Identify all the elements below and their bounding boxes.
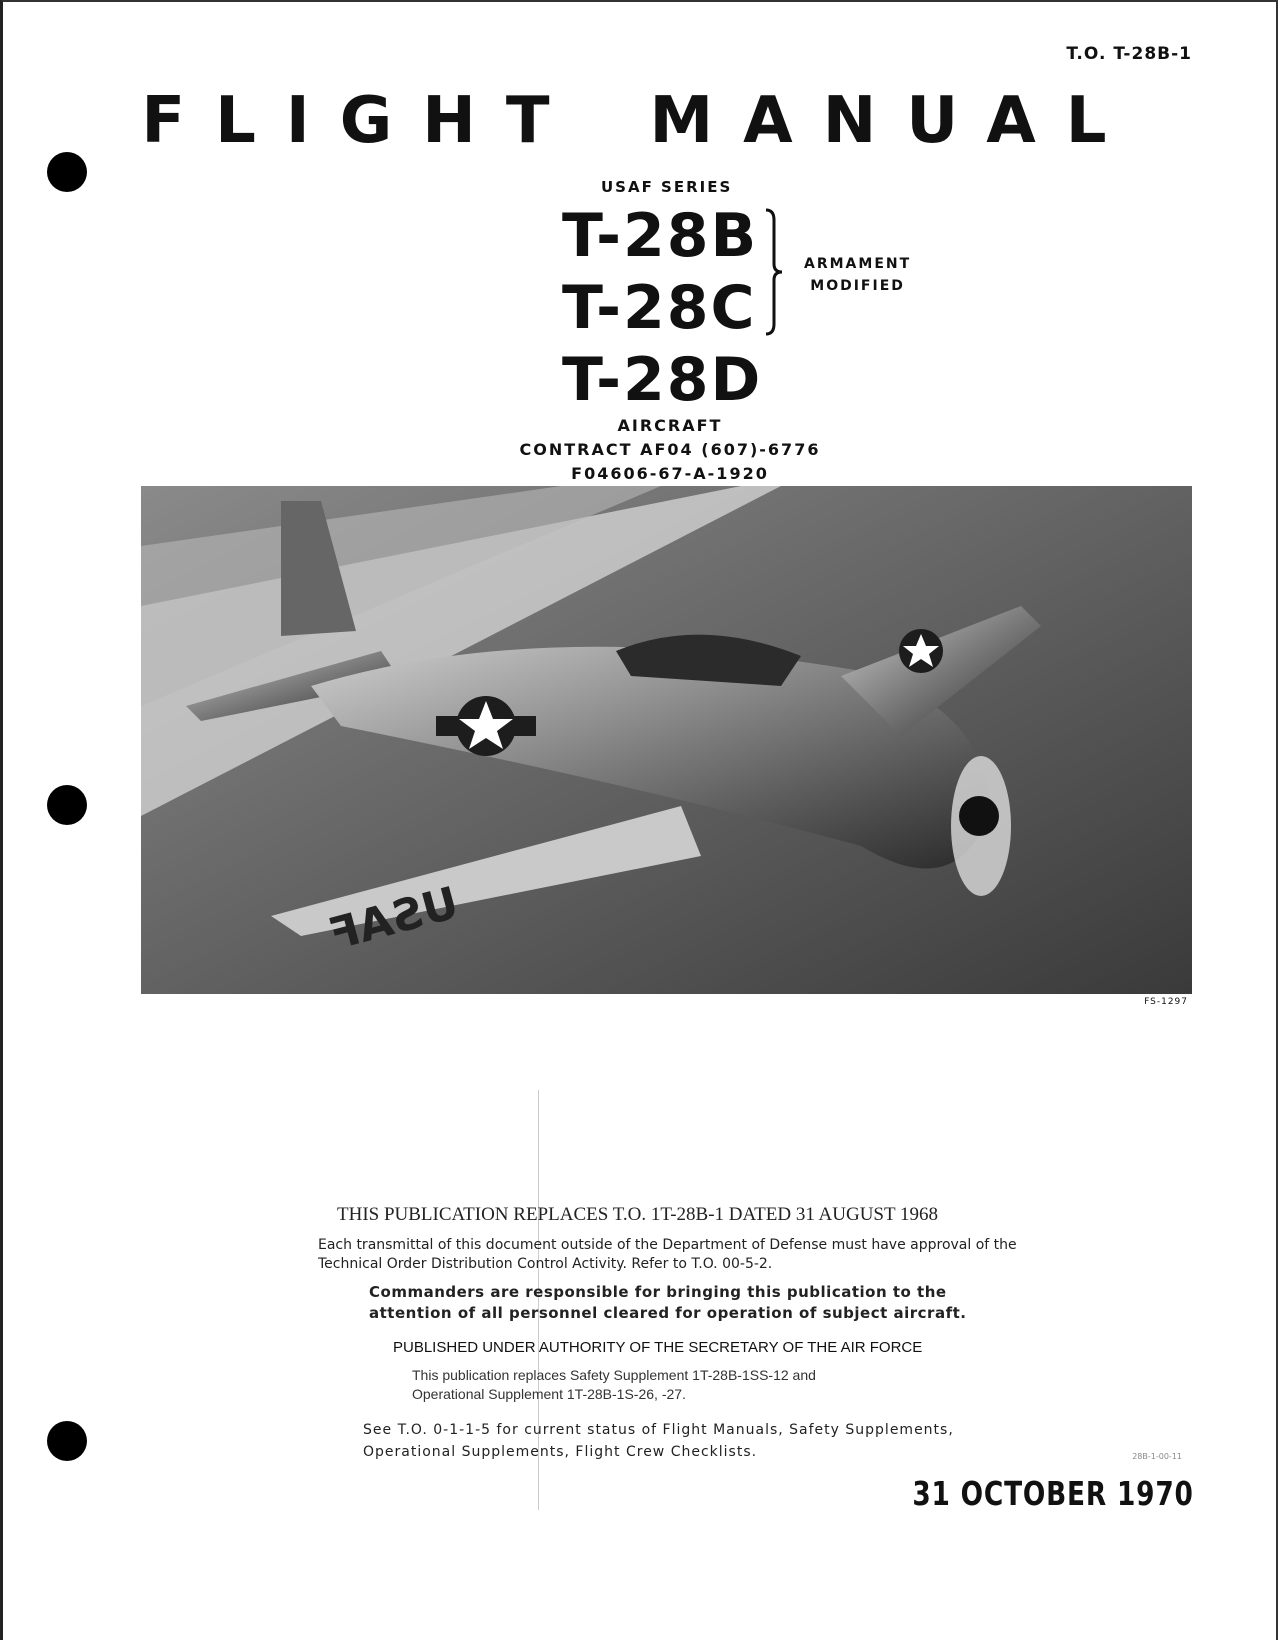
aircraft-label: AIRCRAFT xyxy=(617,416,723,435)
contract-number-2: F04606-67-A-1920 xyxy=(571,464,769,483)
publication-date: 31 OCTOBER 1970 xyxy=(912,1474,1194,1513)
armament-modified-note xyxy=(804,253,911,297)
note-line-2: MODIFIED xyxy=(810,278,905,294)
note-line-1: ARMAMENT xyxy=(804,256,912,272)
punch-hole-top xyxy=(47,152,87,192)
supplement-line-2: Operational Supplement 1T-28B-1S-26, -27. xyxy=(412,1386,686,1402)
document-title xyxy=(0,84,1278,158)
wing-marking: USAF xyxy=(323,877,464,961)
series-label: USAF SERIES xyxy=(601,178,733,196)
see-to-notice: See T.O. 0-1-1-5 for current status of Flight Manuals, Safety Supplements, Operational Supplements, Flight Crew Checklists. xyxy=(363,1422,954,1460)
title-word-flight: FLIGHT xyxy=(141,84,580,158)
transmittal-notice: Each transmittal of this document outside of the Department of Defense must have approval of the Technical Order Distribution Control Activity. Refer to T.O. 00-5-2. xyxy=(318,1237,1017,1272)
model-t28c: T-28C xyxy=(562,273,757,343)
document-code: 28B-1-00-11 xyxy=(1132,1452,1182,1461)
model-t28d: T-28D xyxy=(562,345,763,415)
figure-id: FS-1297 xyxy=(1144,997,1188,1007)
authority-statement: PUBLISHED UNDER AUTHORITY OF THE SECRETARY OF THE AIR FORCE xyxy=(393,1339,923,1356)
aircraft-photo xyxy=(141,486,1192,994)
title-word-manual: MANUAL xyxy=(649,84,1137,158)
brace-icon xyxy=(764,208,786,336)
punch-hole-bottom xyxy=(47,1421,87,1461)
supplement-line-1: This publication replaces Safety Supplement 1T-28B-1SS-12 and xyxy=(412,1367,816,1383)
supplement-notice xyxy=(412,1366,912,1404)
airplane-illustration xyxy=(141,486,1192,994)
replaces-notice: THIS PUBLICATION REPLACES T.O. 1T-28B-1 DATED 31 AUGUST 1968 xyxy=(337,1204,938,1225)
technical-order-number: T.O. T-28B-1 xyxy=(1066,44,1192,64)
aircraft-contract-info xyxy=(0,414,1278,486)
punch-hole-middle xyxy=(47,785,87,825)
contract-number: CONTRACT AF04 (607)-6776 xyxy=(519,440,821,459)
commanders-notice: Commanders are responsible for bringing this publication to the attention of all personnel cleared for operation of subject aircraft. xyxy=(369,1283,967,1322)
model-t28b: T-28B xyxy=(562,201,759,271)
